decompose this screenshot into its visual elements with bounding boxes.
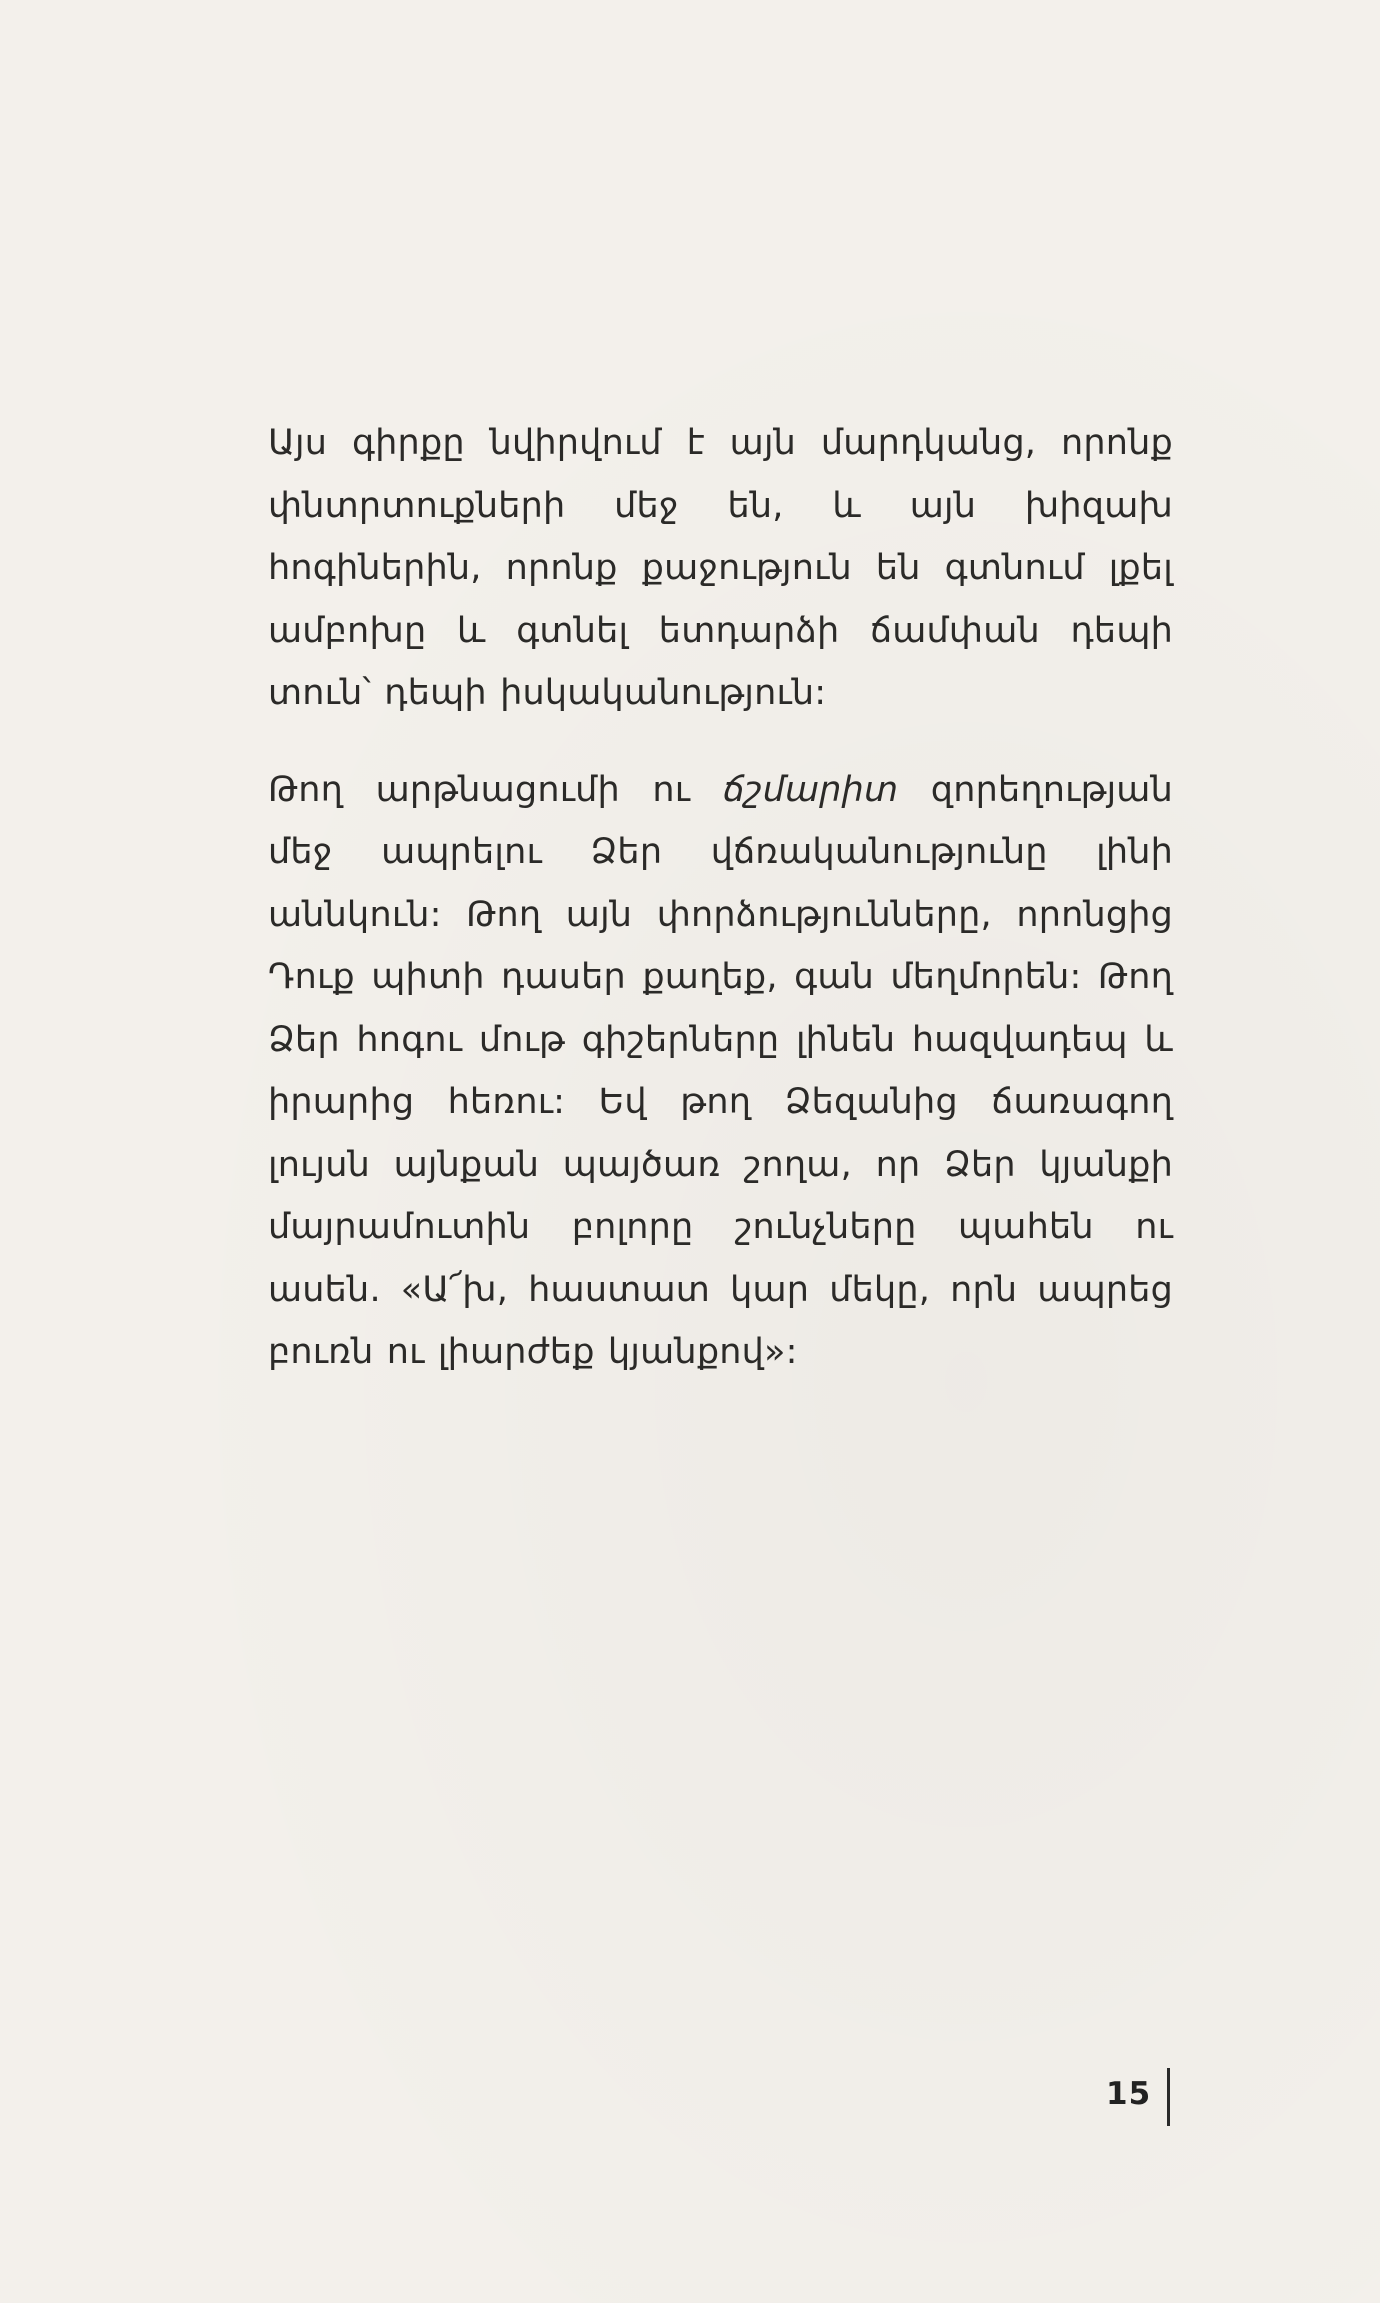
paragraph-text-start: Թող արթնացումի ու <box>268 769 723 810</box>
italic-word: ճշմարիտ <box>722 769 899 810</box>
page-number-rule <box>1167 2068 1170 2126</box>
paragraph-wishes <box>268 759 1173 1384</box>
dedication-text <box>268 412 1173 1384</box>
paragraph-text: Այս գիրքը նվիրվում է այն մարդկանց, որոնք փնտրտուքների մեջ են, և այն խիզախ հոգիներին, որոնք քաջություն են գտնում լքել ամբոխը և գտնել ետդարձի ճամփան դեպի տուն՝ դեպի իսկականություն: <box>268 423 1173 713</box>
paragraph-text-rest: զորեղության մեջ ապրելու Ձեր վճռականությունը լինի աննկուն: Թող այն փորձությունները, որոնցից Դուք պիտի դասեր քաղեք, գան մեղմորեն: Թող Ձեր հոգու մութ գիշերները լինեն հազվադեպ և իրարից հեռու: Եվ թող Ձեզանից ճառագող լույսն այնքան պայծառ շողա, որ Ձեր կյանքի մայրամուտին բոլորը շունչները պահեն ու ասեն. «Ա՜խ, հաստատ կար մեկը, որն ապրեց բուռն ու լիարժեք կյանքով»: <box>268 769 1173 1372</box>
page-number: 15 <box>1106 2076 1152 2112</box>
paragraph-dedication <box>268 412 1173 725</box>
